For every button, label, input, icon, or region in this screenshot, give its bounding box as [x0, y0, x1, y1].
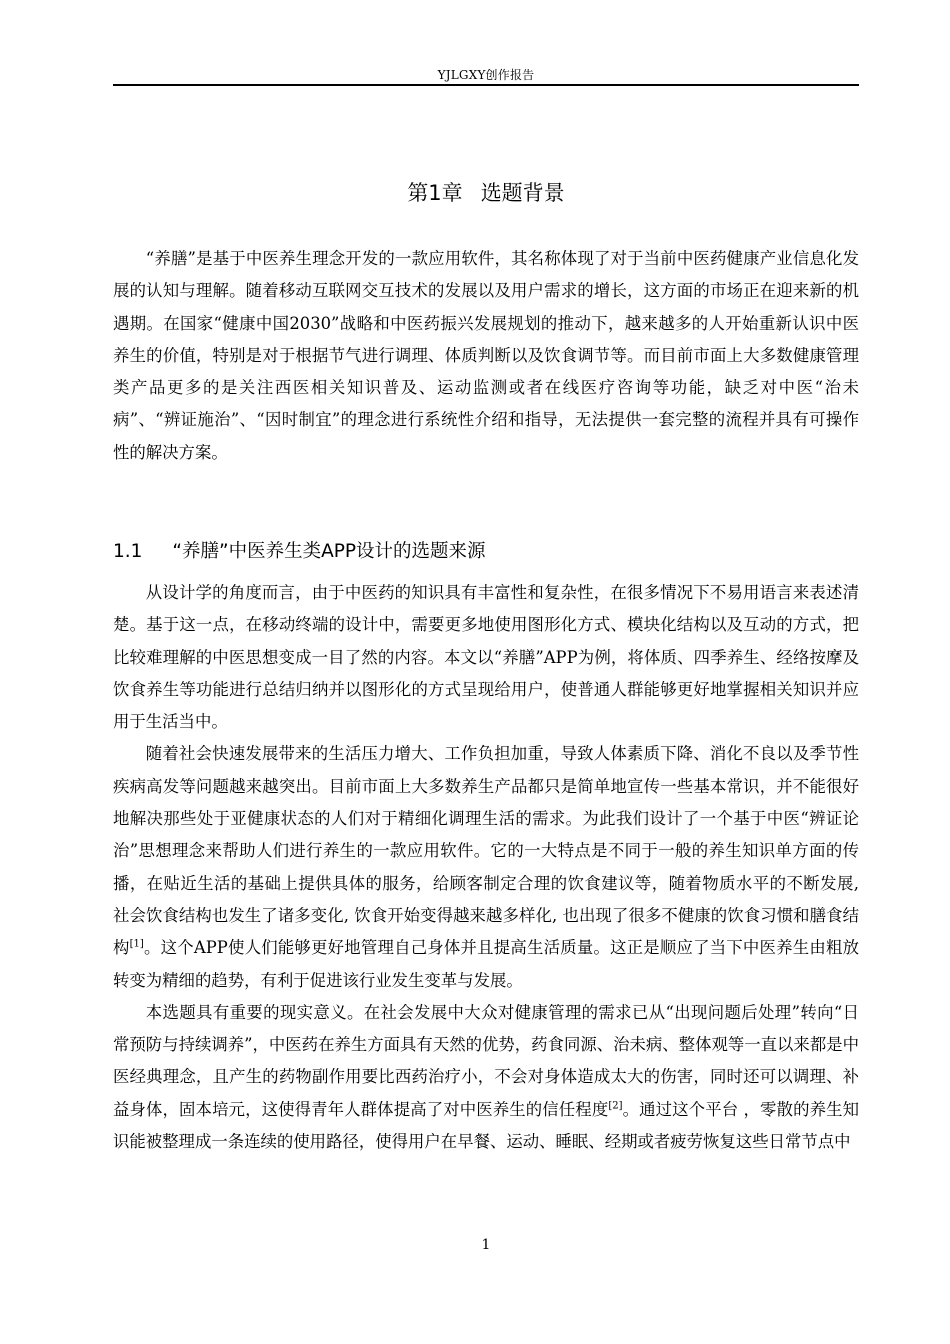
- paragraph-significance-text-b: 。通过这个平台 ，零散的养生知识能被整理成一条连续的使用路径，使得用户在早餐、运动、睡眠、经期或者疲劳恢复这些日常节点中: [113, 1099, 860, 1152]
- citation-ref-2[interactable]: [2]: [608, 1100, 623, 1112]
- paragraph-significance: [113, 997, 859, 1158]
- section-body: [113, 577, 859, 1158]
- section-title: “养膳”中医养生类APP设计的选题来源: [172, 541, 486, 562]
- chapter-number: 第1章: [407, 181, 463, 205]
- chapter-title-text: 选题背景: [480, 181, 565, 205]
- section-heading: [113, 537, 859, 567]
- chapter-title: [113, 178, 859, 208]
- paragraph-background-text-a: 随着社会快速发展带来的生活压力增大、工作负担加重，导致人体素质下降、消化不良以及季节性疾病高发等问题越来越突出。目前市面上大多数养生产品都只是简单地宣传一些基本常识，并不能很好地解决那些处于亚健康状态的人们对于精细化调理生活的需求。为此我们设计了一个基于中医“辨证论治”思想理念来帮助人们进行养生的一款应用软件。它的一大特点是不同于一般的养生知识单方面的传播，在贴近生活的基础上提供具体的服务，给顾客制定合理的饮食建议等，随着物质水平的不断发展, 社会饮食结构也发生了诸多变化, 饮食开始变得越来越多样化, 也出现了很多不健康的饮食习惯和膳食结构: [113, 744, 859, 958]
- paragraph-significance-text-a: 本选题具有重要的现实意义。在社会发展中大众对健康管理的需求已从“出现问题后处理”转向“日常预防与持续调养”，中医药在养生方面具有天然的优势，药食同源、治未病、整体观等一直以来都是中医经典理念，且产生的药物副作用要比西药治疗小，不会对身体造成太大的伤害，同时还可以调理、补益身体，固本培元，这使得青年人群体提高了对中医养生的信任程度: [113, 1002, 859, 1119]
- section-number: 1.1: [113, 541, 143, 562]
- citation-ref-1[interactable]: [1]: [129, 938, 144, 950]
- paragraph-background-text-b: 。这个APP使人们能够更好地管理自己身体并且提高生活质量。这正是顺应了当下中医养生由粗放转变为精细的趋势，有利于促进该行业发生变革与发展。: [113, 938, 859, 990]
- paragraph-design: 从设计学的角度而言，由于中医药的知识具有丰富性和复杂性，在很多情况下不易用语言来表述清楚。基于这一点，在移动终端的设计中，需要更多地使用图形化方式、模块化结构以及互动的方式，把比较难理解的中医思想变成一目了然的内容。本文以“养膳”APP为例，将体质、四季养生、经络按摩及饮食养生等功能进行总结归纳并以图形化的方式呈现给用户，使普通人群能够更好地掌握相关知识并应用于生活当中。: [113, 583, 859, 732]
- running-header: YJLGXY创作报告: [437, 68, 535, 82]
- intro-paragraph: “养膳”是基于中医养生理念开发的一款应用软件，其名称体现了对于当前中医药健康产业信息化发展的认知与理解。随着移动互联网交互技术的发展以及用户需求的增长，这方面的市场正在迎来新的机遇期。在国家“健康中国2030”战略和中医药振兴发展规划的推动下，越来越多的人开始重新认识中医养生的价值，特别是对于根据节气进行调理、体质判断以及饮食调节等。而目前市面上大多数健康管理类产品更多的是关注西医相关知识普及、运动监测或者在线医疗咨询等功能，缺乏对中医“治未病”、“辨证施治”、“因时制宜”的理念进行系统性介绍和指导，无法提供一套完整的流程并具有可操作性的解决方案。: [113, 249, 859, 462]
- page-number: 1: [481, 1237, 491, 1253]
- intro-block: [113, 243, 859, 469]
- header-rule: [113, 84, 859, 86]
- paragraph-background: [113, 738, 859, 996]
